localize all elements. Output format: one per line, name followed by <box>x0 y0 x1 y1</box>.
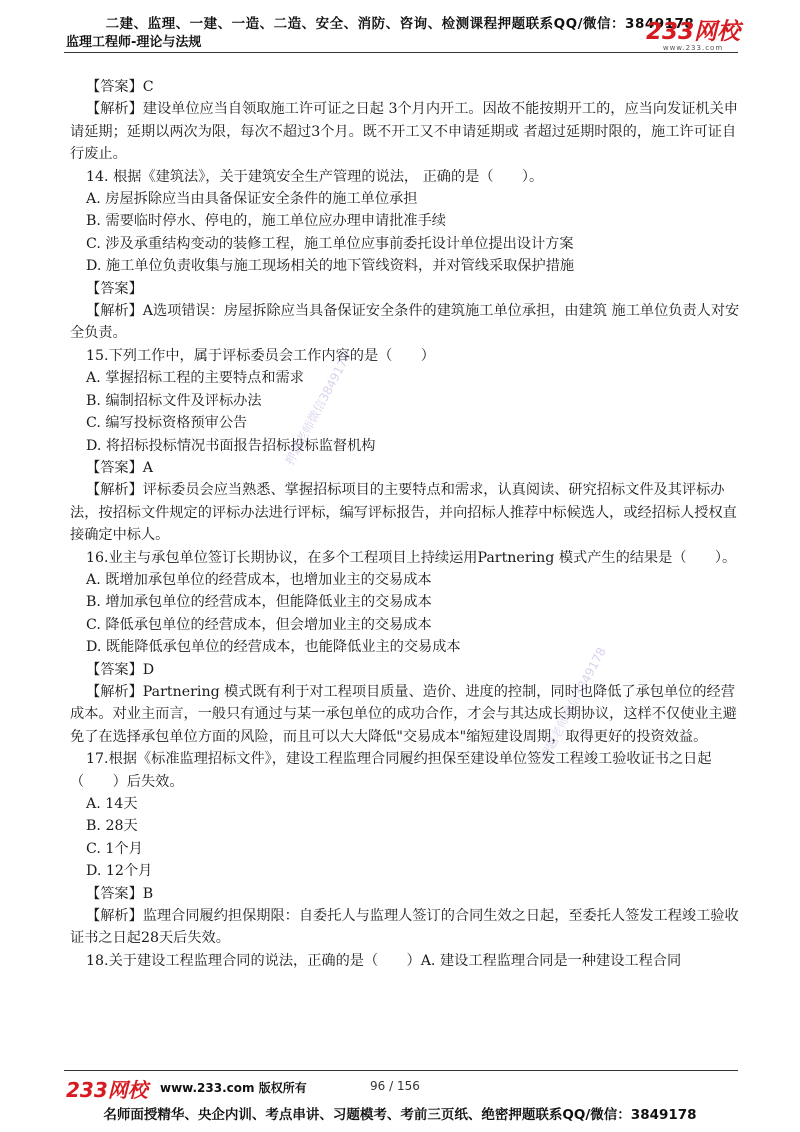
explanation-paragraph: 【解析】A选项错误：房屋拆除应当具备保证安全条件的建筑施工单位承担，由建筑 施工单位负责人对安全负责。 <box>70 303 740 342</box>
question-text: 16.业主与承包单位签订长期协议，在多个工程项目上持续运用Partnering 模式产生的结果是（ ）。 <box>86 549 737 566</box>
explanation-paragraph: 【解析】建设单位应当自领取施工许可证之日起 3个月内开工。因故不能按期开工的，应当向发证机关申请延期；延期以两次为限，每次不超过3个月。既不开工又不申请延期或 者超过延期时限的，施工许可证自行废止。 <box>70 101 738 163</box>
question-text: 14. 根据《建筑法》，关于建筑安全生产管理的说法， 正确的是（ ）。 <box>86 168 544 185</box>
explanation-paragraph: 【解析】Partnering 模式既有利于对工程项目质量、造价、进度的控制，同时也降低了承包单位的经营成本。对业主而言，一般只有通过与某一承包单位的成功合作，才会与其达成长期协议，这样不仅使业主避免了在选择承包单位方面的风险，而且可以大大降低"交易成本"缩短建设周期，取得更好的投资效益。 <box>70 683 737 745</box>
option-item: C. 编写投标资格预审公告 <box>86 415 248 432</box>
option-item: B. 增加承包单位的经营成本，但能降低业主的交易成本 <box>86 594 432 611</box>
footer-copyright: www.233.com 版权所有 <box>160 1081 307 1095</box>
brand-logo[interactable] <box>646 20 740 52</box>
brand-logo-text: 233网校 <box>645 19 740 45</box>
footer-logo[interactable]: 233网校 <box>66 1078 148 1102</box>
option-item: C. 1个月 <box>86 840 143 857</box>
watermark: 押题老师微信3849178 <box>282 350 354 468</box>
footer-divider <box>64 1070 738 1071</box>
option-item: A. 掌握招标工程的主要特点和需求 <box>86 370 304 387</box>
answer-line: 【答案】C <box>86 79 154 95</box>
footer-promo: 名师面授精华、央企内训、考点串讲、习题模考、考前三页纸、绝密押题联系QQ/微信：3849178 <box>103 1107 697 1123</box>
option-item: B. 编制招标文件及评标办法 <box>86 392 262 409</box>
answer-line: 【答案】B <box>86 885 154 902</box>
option-item: A. 房屋拆除应当由具备保证安全条件的施工单位承担 <box>86 191 418 208</box>
option-item: C. 降低承包单位的经营成本，但会增加业主的交易成本 <box>86 616 432 633</box>
option-item: A. 14天 <box>86 796 138 812</box>
question-text: 15.下列工作中，属于评标委员会工作内容的是（ ） <box>86 347 435 364</box>
option-item: D. 既能降低承包单位的经营成本，也能降低业主的交易成本 <box>86 639 461 656</box>
explanation-paragraph: 【解析】评标委员会应当熟悉、掌握招标项目的主要特点和需求，认真阅读、研究招标文件及其评标办法，按招标文件规定的评标办法进行评标，编写评标报告，并向招标人推荐中标候选人，或经招标人授权直接确定中标人。 <box>70 482 737 544</box>
option-item: D. 12个月 <box>86 863 153 880</box>
answer-line: 【答案】A <box>86 459 153 476</box>
watermark: 押题老师微信3849178 <box>537 645 609 763</box>
header-divider <box>64 52 738 53</box>
option-item: A. 既增加承包单位的经营成本，也增加业主的交易成本 <box>86 571 432 588</box>
question-text: 17.根据《标准监理招标文件》，建设工程监理合同履约担保至建设单位签发工程竣工验收证书之日起（ ）后失效。 <box>70 751 712 790</box>
document-title: 监理工程师-理论与法规 <box>66 35 202 50</box>
question-text: 18.关于建设工程监理合同的说法，正确的是（ ）A. 建设工程监理合同是一种建设工程合同 <box>86 952 682 969</box>
explanation-paragraph: 【解析】监理合同履约担保期限：自委托人与监理人签订的合同生效之日起，至委托人签发工程竣工验收证书之日起28天后失效。 <box>70 908 739 947</box>
option-item: C. 涉及承重结构变动的装修工程，施工单位应事前委托设计单位提出设计方案 <box>86 235 574 252</box>
header-promo: 二建、监理、一建、一造、二造、安全、消防、咨询、检测课程押题联系QQ/微信：3849178 <box>105 16 695 32</box>
page-content <box>70 76 746 972</box>
brand-logo-url: www.233.com <box>662 44 724 52</box>
answer-line: 【答案】D <box>86 661 155 678</box>
option-item: B. 28天 <box>86 818 138 835</box>
option-item: D. 将招标投标情况书面报告招标投标监督机构 <box>86 437 376 454</box>
option-item: D. 施工单位负责收集与施工现场相关的地下管线资料，并对管线采取保护措施 <box>86 258 575 275</box>
answer-line: 【答案】 <box>86 280 143 297</box>
option-item: B. 需要临时停水、停电的，施工单位应办理申请批准手续 <box>86 213 446 230</box>
page-number: 96 / 156 <box>370 1079 420 1093</box>
